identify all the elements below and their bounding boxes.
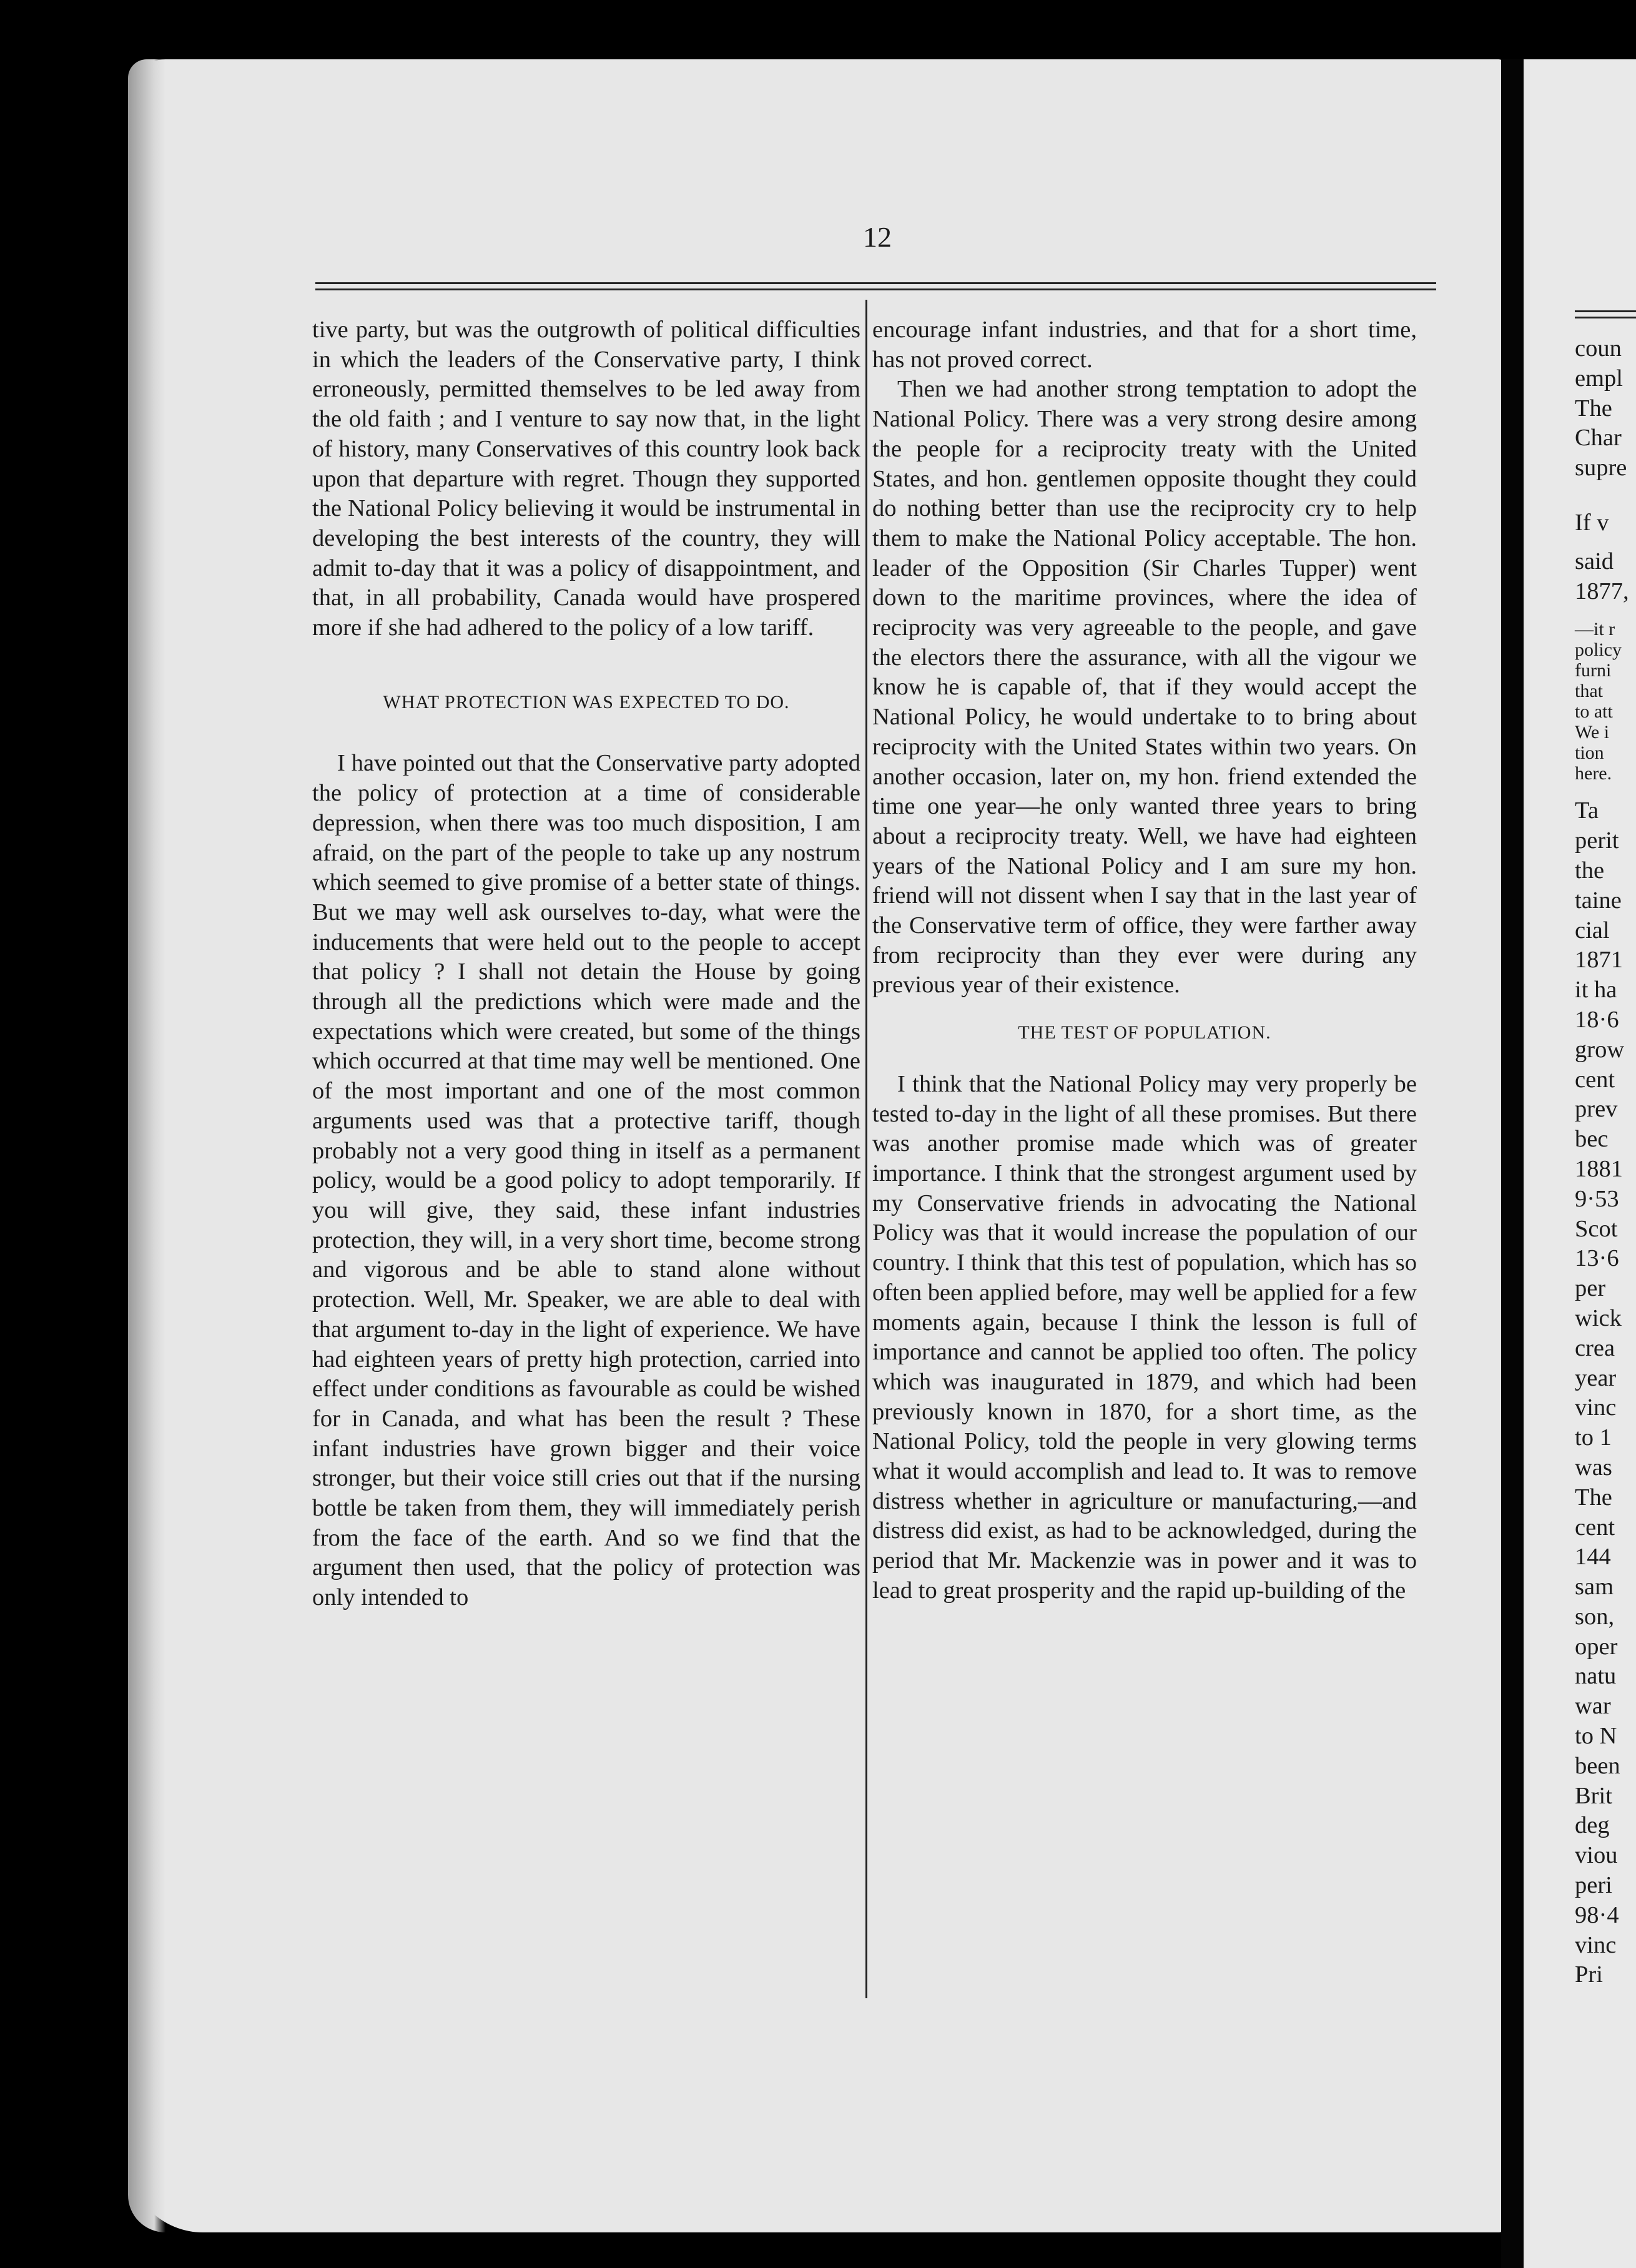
- fragment-line: year: [1575, 1364, 1617, 1391]
- header-rule-top: [315, 282, 1436, 284]
- paragraph: encourage infant industries, and that for a short time, has not proved correct.: [872, 317, 1417, 373]
- fragment-line: oper: [1575, 1633, 1618, 1660]
- fragment-line: Brit: [1575, 1782, 1612, 1809]
- fragment-spacer: [1575, 784, 1636, 796]
- paragraph-spacer: [872, 1000, 1417, 1018]
- fragment-line: We i: [1575, 722, 1610, 743]
- next-page-header-rule-bottom: [1575, 317, 1636, 318]
- next-page-edge: [1524, 59, 1636, 2268]
- fragment-line: it ha: [1575, 977, 1617, 1003]
- fragment-line: 9·53: [1575, 1185, 1619, 1212]
- fragment-line: sam: [1575, 1574, 1614, 1600]
- fragment-line: Char: [1575, 425, 1622, 451]
- paragraph: Then we had another strong temptation to adopt the National Policy. There was a very strong desire among the people for a reciprocity treaty with the United States, and hon. gentlemen opposite thought they could do nothing better than use the reciprocity cry to help them to make the National Policy acceptable. The hon. leader of the Opposition (Sir Charles Tupper) went down to the maritime provinces, where the idea of reciprocity was very agreeable to the people, and gave the electors there the assurance, with all the vigour we know he is capable of, that if they would accept the National Policy, he would undertake to to bring about reciprocity with the United States within two years. On another occasion, later on, my hon. friend extended the time one year—he only wanted three years to bring about a reciprocity treaty. Well, we have had eighteen years of the National Policy and I am sure my hon. friend will not dissent when I say that in the last year of the Conservative term of office, they were farther away from reciprocity than they ever were during any previous year of their existence.: [872, 376, 1417, 998]
- fragment-line: Ta: [1575, 797, 1599, 824]
- fragment-line: son,: [1575, 1603, 1615, 1630]
- fragment-line: If v: [1575, 509, 1609, 536]
- section-heading: WHAT PROTECTION WAS EXPECTED TO DO.: [383, 691, 790, 712]
- fragment-line: 1881: [1575, 1155, 1623, 1182]
- fragment-line: 1877,: [1575, 578, 1629, 604]
- next-page-header-rule-top: [1575, 310, 1636, 312]
- fragment-line: viou: [1575, 1842, 1618, 1869]
- page-number: 12: [863, 221, 892, 253]
- fragment-line: crea: [1575, 1334, 1615, 1361]
- fragment-line: The: [1575, 395, 1612, 422]
- fragment-line: empl: [1575, 365, 1623, 392]
- fragment-line: bec: [1575, 1126, 1609, 1153]
- fragment-line: war: [1575, 1693, 1611, 1720]
- fragment-line: vinc: [1575, 1394, 1617, 1421]
- column-divider: [865, 300, 867, 1998]
- fragment-line: natu: [1575, 1663, 1617, 1690]
- fragment-line: to N: [1575, 1723, 1617, 1750]
- fragment-line: peri: [1575, 1872, 1612, 1899]
- fragment-line: to att: [1575, 701, 1613, 722]
- fragment-line: grow: [1575, 1036, 1625, 1063]
- fragment-line: to 1: [1575, 1424, 1612, 1451]
- fragment-line: 1871: [1575, 947, 1623, 974]
- left-column: [312, 315, 860, 1613]
- next-page-column-fragment: [1575, 334, 1636, 1990]
- paragraph: I think that the National Policy may very properly be tested to-day in the light of all these promises. But there was another promise made which was of greater importance. I think that the strongest argument used by my Conservative friends in advocating the National Policy was that it would increase the population of our country. I think that this test of population, which has so often been applied before, may well be applied for a few moments again, because I think the lesson is full of importance and cannot be applied too often. The policy which was inaugurated in 1879, and which had been previously known in 1870, for a short time, as the National Policy, told the people in very glowing terms what it would accomplish and lead to. It was to remove distress whether in agriculture or manufacturing,—and distress did exist, as had to be acknowledged, during the period that Mr. Mackenzie was in power and it was to lead to great prosperity and the rapid up-building of the: [872, 1070, 1417, 1604]
- fragment-line: that: [1575, 681, 1603, 702]
- fragment-line: 13·6: [1575, 1245, 1619, 1272]
- paragraph: tive party, but was the outgrowth of political difficulties in which the leaders of the Conservative party, I think erroneously, permitted themselves to be led away from the old faith ; and I venture to say now that, in the light of history, many Conservatives of this country look back upon that departure with regret. Thougn they supported the National Policy believing it would be instrumental in developing the best interests of the country, they will admit to-day that it was a policy of disappointment, and that, in all probability, Canada would have prospered more if she had adhered to the policy of a low tariff.: [312, 317, 860, 641]
- paragraph: I have pointed out that the Conservative party adopted the policy of protection at a time of considerable depression, when there was too much disposition, I am afraid, on the part of the people to take up any nostrum which seemed to give promise of a better state of things. But we may well ask ourselves to-day, what were the inducements that were held out to the people to accept that policy ? I shall not detain the House by going through all the predictions which were made and the expectations which were created, but some of the things which occurred at that time may well be mentioned. One of the most important and one of the most common arguments used was that a protective tariff, though probably not a very good thing in itself as a permanent policy, would be a good policy to adopt temporarily. If you will give, they said, these infant industries protection, they will, in a very short time, become strong and vigorous and be able to stand alone without protection. Well, Mr. Speaker, we are able to deal with that argument to-day in the light of experience. We have had eighteen years of pretty high protection, carried into effect under conditions as favourable as could be wished for in Canada, and what has been the result ? These infant industries have grown bigger and their voice stronger, but their voice still cries out that if the nursing bottle be taken from them, they will immediately perish from the face of the earth. And so we find that the argument then used, that the policy of protection was only intended to: [312, 750, 860, 1611]
- right-column: [872, 315, 1417, 1606]
- fragment-line: 18·6: [1575, 1006, 1619, 1033]
- fragment-line: cial: [1575, 917, 1610, 944]
- fragment-line: said: [1575, 548, 1614, 574]
- fragment-line: was: [1575, 1454, 1612, 1481]
- fragment-spacer: [1575, 483, 1636, 508]
- fragment-line: cent: [1575, 1514, 1615, 1541]
- scan-dark-gutter: [1501, 59, 1524, 2268]
- fragment-line: 144: [1575, 1544, 1611, 1570]
- fragment-line: furni: [1575, 660, 1612, 681]
- fragment-line: supre: [1575, 455, 1627, 481]
- fragment-line: 98·4: [1575, 1901, 1619, 1928]
- fragment-line: here.: [1575, 763, 1612, 784]
- fragment-line: Scot: [1575, 1215, 1618, 1242]
- fragment-line: perit: [1575, 827, 1619, 854]
- fragment-line: —it r: [1575, 619, 1615, 640]
- fragment-line: per: [1575, 1275, 1606, 1302]
- fragment-line: taine: [1575, 887, 1622, 914]
- fragment-line: wick: [1575, 1304, 1622, 1331]
- fragment-line: coun: [1575, 335, 1622, 362]
- fragment-line: been: [1575, 1752, 1620, 1779]
- paragraph-spacer: [312, 717, 860, 749]
- section-heading: THE TEST OF POPULATION.: [1018, 1022, 1271, 1043]
- fragment-spacer: [1575, 538, 1636, 547]
- fragment-line: cent: [1575, 1066, 1615, 1093]
- paragraph-spacer: [312, 643, 860, 688]
- fragment-line: the: [1575, 857, 1605, 884]
- fragment-line: tion: [1575, 742, 1604, 764]
- fragment-line: vinc: [1575, 1931, 1617, 1958]
- fragment-line: Pri: [1575, 1961, 1603, 1988]
- fragment-line: policy: [1575, 639, 1622, 661]
- fragment-line: The: [1575, 1484, 1612, 1511]
- page-edge-stack: [128, 59, 165, 2232]
- fragment-spacer: [1575, 606, 1636, 619]
- fragment-line: deg: [1575, 1812, 1610, 1839]
- fragment-line: prev: [1575, 1096, 1618, 1123]
- paragraph-spacer: [872, 1048, 1417, 1070]
- header-rule-bottom: [315, 288, 1436, 290]
